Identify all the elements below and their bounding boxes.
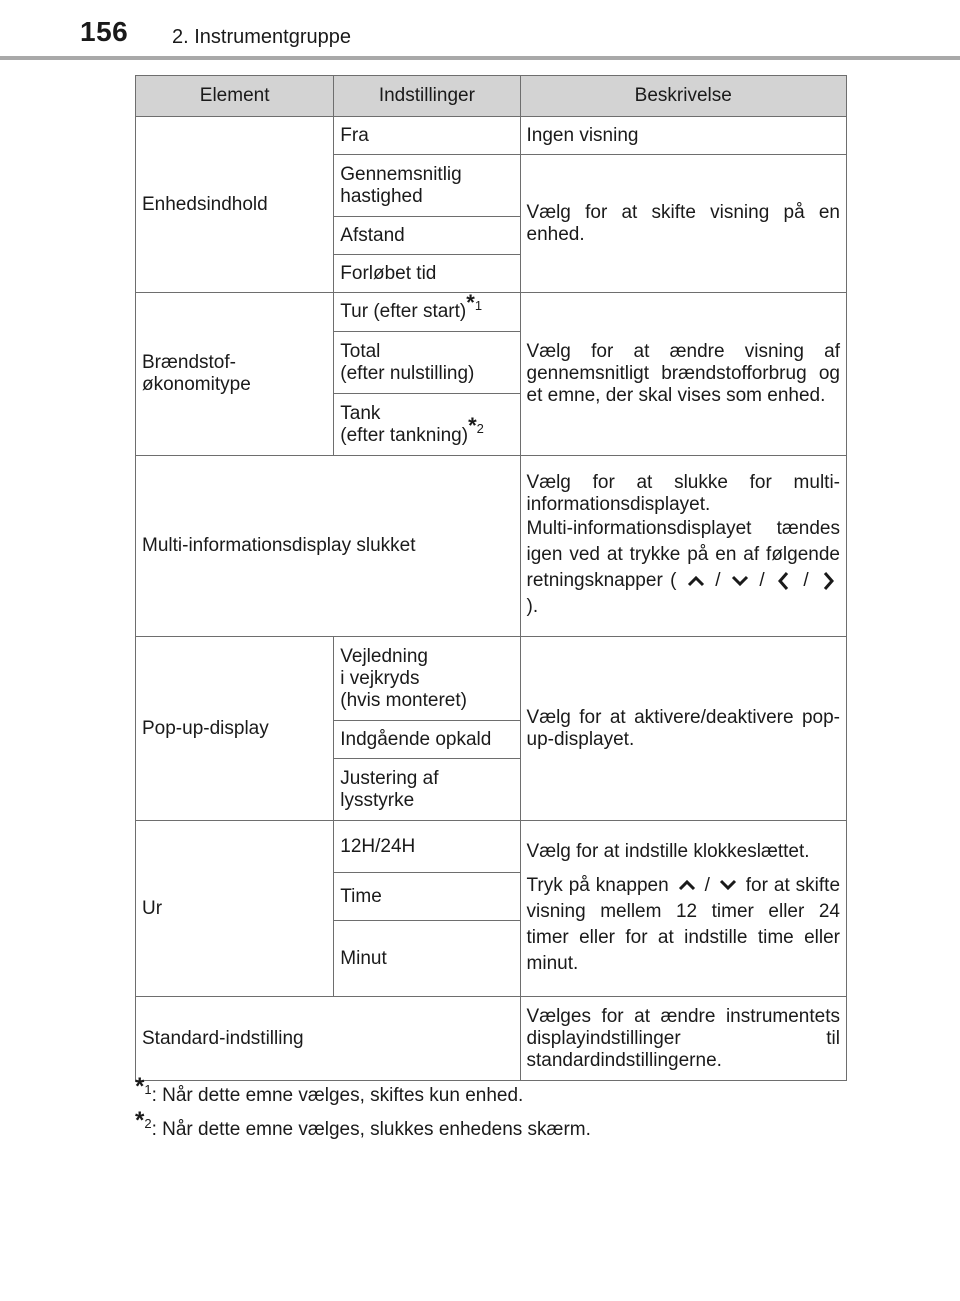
settings-table xyxy=(135,75,847,1081)
setting-cell: 12H/24H xyxy=(334,821,520,873)
element-cell-multi-info: Multi-informationsdisplay slukket xyxy=(136,456,521,637)
footnote-ref-2: *2 xyxy=(468,413,484,439)
page-header xyxy=(0,0,960,60)
setting-cell: Forløbet tid xyxy=(334,255,520,293)
description-cell: Vælg for at ændre visning af gennemsnitligt brændstofforbrug og et emne, der skal vises som enhed. xyxy=(520,293,846,456)
section-title: 2. Instrumentgruppe xyxy=(172,26,351,48)
setting-cell: Afstand xyxy=(334,217,520,255)
chevron-down-icon xyxy=(716,874,740,896)
setting-cell: Justering af lysstyrke xyxy=(334,759,520,821)
element-cell-braendstof: Brændstof- økonomitype xyxy=(136,293,334,456)
element-cell-popup: Pop-up-display xyxy=(136,637,334,821)
element-cell-enhedsindhold: Enhedsindhold xyxy=(136,117,334,293)
table-row xyxy=(136,117,847,155)
description-cell: Ingen visning xyxy=(520,117,846,155)
page-number: 156 xyxy=(80,16,129,47)
chevron-up-icon xyxy=(684,570,708,592)
description-cell: Vælges for at ændre instrumentets displayindstillinger til standardindstillingerne. xyxy=(520,997,846,1081)
description-cell: Vælg for at aktivere/deaktivere pop-up-displayet. xyxy=(520,637,846,821)
setting-cell: Time xyxy=(334,873,520,921)
setting-cell: Indgående opkald xyxy=(334,721,520,759)
column-header-element: Element xyxy=(136,76,334,117)
footnote-1: $^{*1}$: Når dette emne vælges, skiftes kun enhed. xyxy=(135,1072,524,1106)
chevron-right-icon xyxy=(816,570,840,592)
chevron-up-icon xyxy=(675,874,699,896)
header-rule xyxy=(0,56,960,60)
footnote-ref-1: *1 xyxy=(466,289,483,315)
table-row xyxy=(136,637,847,721)
table-row xyxy=(136,821,847,873)
column-header-settings: Indstillinger xyxy=(334,76,520,117)
description-cell: Vælg for at skifte visning på en enhed. xyxy=(520,155,846,293)
setting-cell: Minut xyxy=(334,921,520,997)
table-row xyxy=(136,293,847,332)
element-cell-ur: Ur xyxy=(136,821,334,997)
column-header-description: Beskrivelse xyxy=(520,76,846,117)
footnotes xyxy=(135,1072,591,1153)
chevron-left-icon xyxy=(772,570,796,592)
setting-cell: Tank (efter tankning)$^{*2}$ xyxy=(334,394,520,456)
description-cell: Vælg for at indstille klokkeslættet. Tryk på knappen / for at skifte visning mellem 12 timer eller 24 timer eller for at indstille time eller minut. xyxy=(520,821,846,997)
table-header-row xyxy=(136,76,847,117)
setting-cell: Total (efter nulstilling) xyxy=(334,332,520,394)
footnote-2: $^{*2}$: Når dette emne vælges, slukkes enhedens skærm. xyxy=(135,1106,591,1140)
table-row xyxy=(136,997,847,1081)
chevron-down-icon xyxy=(728,570,752,592)
description-cell: Vælg for at slukke for multi-informationsdisplayet. Multi-informationsdisplayet tændes igen ved at trykke på en af følgende retningsknapper ( / / / ). xyxy=(520,456,846,637)
setting-cell: Fra xyxy=(334,117,520,155)
setting-cell: Gennemsnitlig hastighed xyxy=(334,155,520,217)
element-cell-standard: Standard-indstilling xyxy=(136,997,521,1081)
setting-cell: Vejledning i vejkryds (hvis monteret) xyxy=(334,637,520,721)
setting-cell: Tur (efter start)$^{*1}$ xyxy=(334,293,520,332)
table-row xyxy=(136,456,847,637)
